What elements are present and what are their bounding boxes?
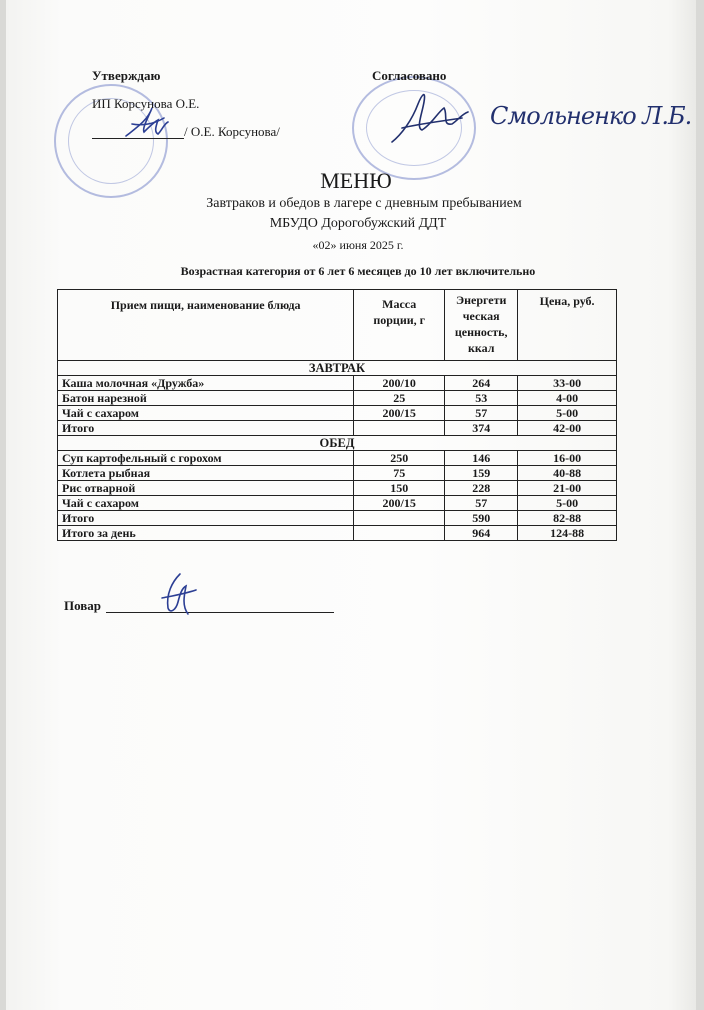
approve-signature-caption: / О.Е. Корсунова/ [184,124,280,139]
cell-mass: 200/10 [354,376,445,391]
cell-price: 33-00 [518,376,617,391]
cell-dish: Итого [58,511,354,526]
cell-energy: 53 [445,391,518,406]
total-row-lunch [58,511,617,526]
cell-energy: 374 [445,421,518,436]
section-row-lunch [58,436,617,451]
cell-energy: 57 [445,406,518,421]
cell-mass: 150 [354,481,445,496]
cook-label: Повар [64,598,102,613]
cook-signature-icon [152,568,202,624]
approve-name: ИП Корсунова О.Е. [92,96,200,111]
cell-mass: 75 [354,466,445,481]
section-row-breakfast [58,361,617,376]
header-energy-text: Энергети ческая ценность, ккал [454,293,508,355]
cell-price: 4-00 [518,391,617,406]
header-price: Цена, руб. [518,290,617,361]
cell-energy: 159 [445,466,518,481]
approve-signature-icon [118,98,178,148]
cell-energy: 964 [445,526,518,541]
page-title: МЕНЮ [320,168,392,193]
cell-mass [354,526,445,541]
header-dish: Прием пищи, наименование блюда [58,290,354,361]
cell-mass: 25 [354,391,445,406]
cell-price: 42-00 [518,421,617,436]
cell-dish: Итого [58,421,354,436]
agree-signature-text: Смольненко Л.Б. [490,102,692,130]
cell-dish: Рис отварной [58,481,354,496]
cell-dish: Котлета рыбная [58,466,354,481]
cell-dish: Батон нарезной [58,391,354,406]
cell-energy: 590 [445,511,518,526]
table-row [58,391,617,406]
approve-label: Утверждаю [92,68,161,83]
cell-price: 5-00 [518,406,617,421]
table-header-row [58,290,617,361]
cell-mass: 200/15 [354,496,445,511]
cell-dish: Суп картофельный с горохом [58,451,354,466]
cell-price: 21-00 [518,481,617,496]
cell-price: 82-88 [518,511,617,526]
cell-mass [354,421,445,436]
document-sheet [6,0,696,1010]
cell-energy: 57 [445,496,518,511]
day-total-row [58,526,617,541]
cell-price: 16-00 [518,451,617,466]
section-title-lunch: ОБЕД [58,436,617,451]
cell-mass: 200/15 [354,406,445,421]
agree-signature-icon [382,84,472,154]
cell-energy: 146 [445,451,518,466]
organization-name: МБУДО Дорогобужский ДДТ [269,216,447,231]
section-title-breakfast: ЗАВТРАК [58,361,617,376]
cell-dish: Чай с сахаром [58,406,354,421]
menu-table [57,289,617,541]
menu-date: «02» июня 2025 г. [312,238,404,252]
table-row [58,451,617,466]
cell-price: 40-88 [518,466,617,481]
total-row-breakfast [58,421,617,436]
table-row [58,496,617,511]
table-row [58,466,617,481]
age-category: Возрастная категория от 6 лет 6 месяцев до 10 лет включительно [180,264,536,278]
header-energy [445,290,518,361]
cell-dish: Каша молочная «Дружба» [58,376,354,391]
cook-signature-line [106,612,334,613]
table-row [58,406,617,421]
table-row [58,376,617,391]
cell-dish: Чай с сахаром [58,496,354,511]
table-row [58,481,617,496]
cell-mass [354,511,445,526]
agree-label: Согласовано [372,68,447,83]
cell-price: 124-88 [518,526,617,541]
cell-energy: 264 [445,376,518,391]
cell-mass: 250 [354,451,445,466]
cell-price: 5-00 [518,496,617,511]
header-mass-text: Масса порции, г [373,297,426,327]
page-subtitle: Завтраков и обедов в лагере с дневным пребыванием [206,196,522,211]
cell-energy: 228 [445,481,518,496]
header-mass [354,290,445,361]
cell-dish: Итого за день [58,526,354,541]
